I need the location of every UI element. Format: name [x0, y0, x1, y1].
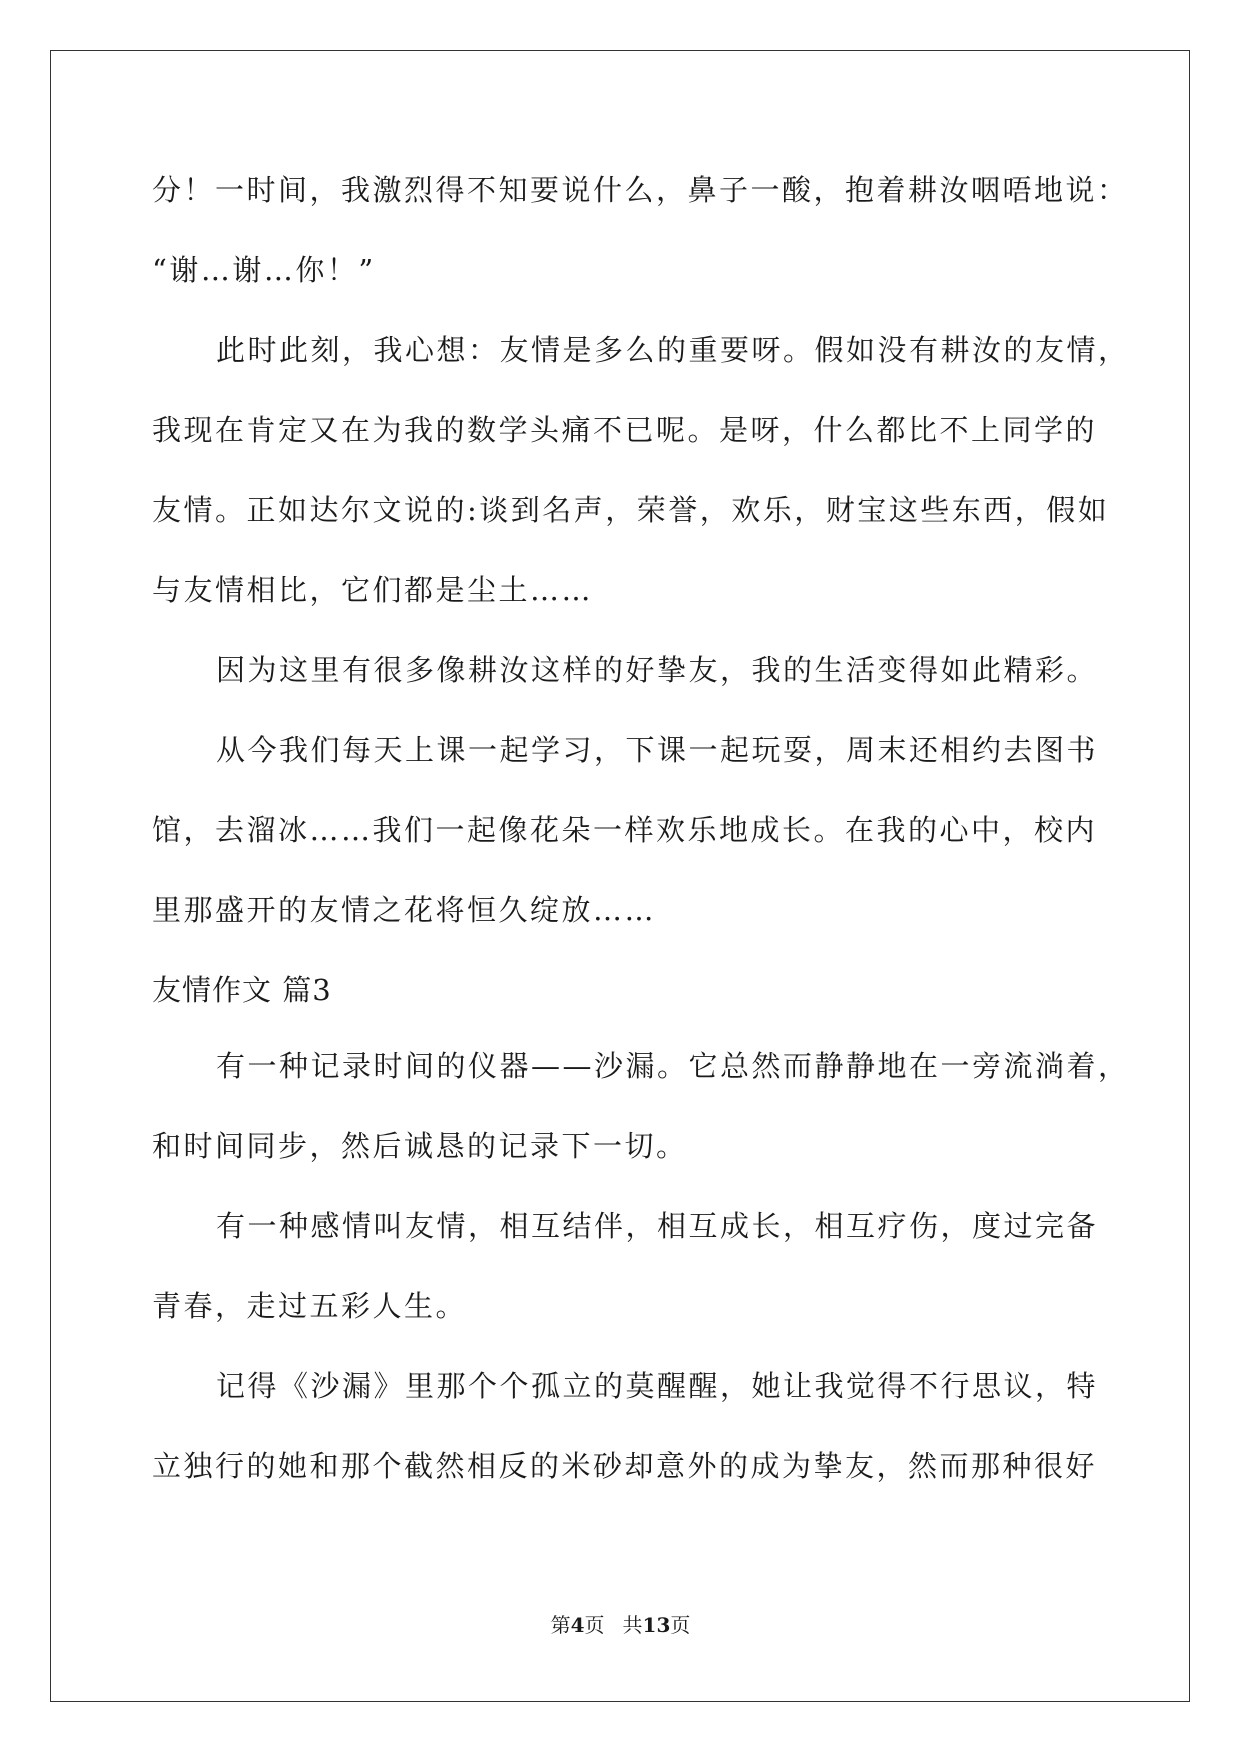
paragraph-line: 有一种感情叫友情，相互结伴，相互成长，相互疗伤，度过完备 [216, 1209, 1099, 1243]
current-page-number: 4 [570, 1613, 585, 1637]
paragraph-line: 有一种记录时间的仪器——沙漏。它总然而静静地在一旁流淌着， [216, 1049, 1130, 1083]
paragraph-line: 与友情相比，它们都是尘土…… [152, 573, 594, 607]
paragraph-line: 我现在肯定又在为我的数学头痛不已呢。是呀，什么都比不上同学的 [152, 413, 1098, 447]
total-prefix: 共 [622, 1613, 643, 1637]
page-prefix: 第 [550, 1613, 571, 1637]
paragraph-line: 从今我们每天上课一起学习，下课一起玩耍，周末还相约去图书 [216, 733, 1099, 767]
paragraph-line: 记得《沙漏》里那个个孤立的莫醒醒，她让我觉得不行思议，特 [216, 1369, 1099, 1403]
total-suffix: 页 [670, 1613, 691, 1637]
page-footer [0, 1610, 1241, 1640]
document-body [152, 165, 1130, 1521]
section-heading: 友情作文 篇3 [152, 973, 332, 1007]
paragraph-line: 因为这里有很多像耕汝这样的好挚友，我的生活变得如此精彩。 [216, 653, 1099, 687]
total-page-count: 13 [642, 1613, 671, 1637]
paragraph-line: 馆，去溜冰……我们一起像花朵一样欢乐地成长。在我的心中，校内 [152, 813, 1098, 847]
paragraph-line: 立独行的她和那个截然相反的米砂却意外的成为挚友，然而那种很好 [152, 1449, 1098, 1483]
paragraph-line: 友情。正如达尔文说的:谈到名声，荣誉，欢乐，财宝这些东西，假如 [152, 493, 1110, 527]
paragraph-line: “谢…谢…你！” [152, 253, 376, 287]
paragraph-line: 分！一时间，我激烈得不知要说什么，鼻子一酸，抱着耕汝咽唔地说： [152, 173, 1129, 207]
paragraph-line: 此时此刻，我心想：友情是多么的重要呀。假如没有耕汝的友情， [216, 333, 1130, 367]
paragraph-line: 和时间同步，然后诚恳的记录下一切。 [152, 1129, 688, 1163]
page-suffix: 页 [584, 1613, 605, 1637]
paragraph-line: 里那盛开的友情之花将恒久绽放…… [152, 893, 657, 927]
paragraph-line: 青春，走过五彩人生。 [152, 1289, 468, 1323]
